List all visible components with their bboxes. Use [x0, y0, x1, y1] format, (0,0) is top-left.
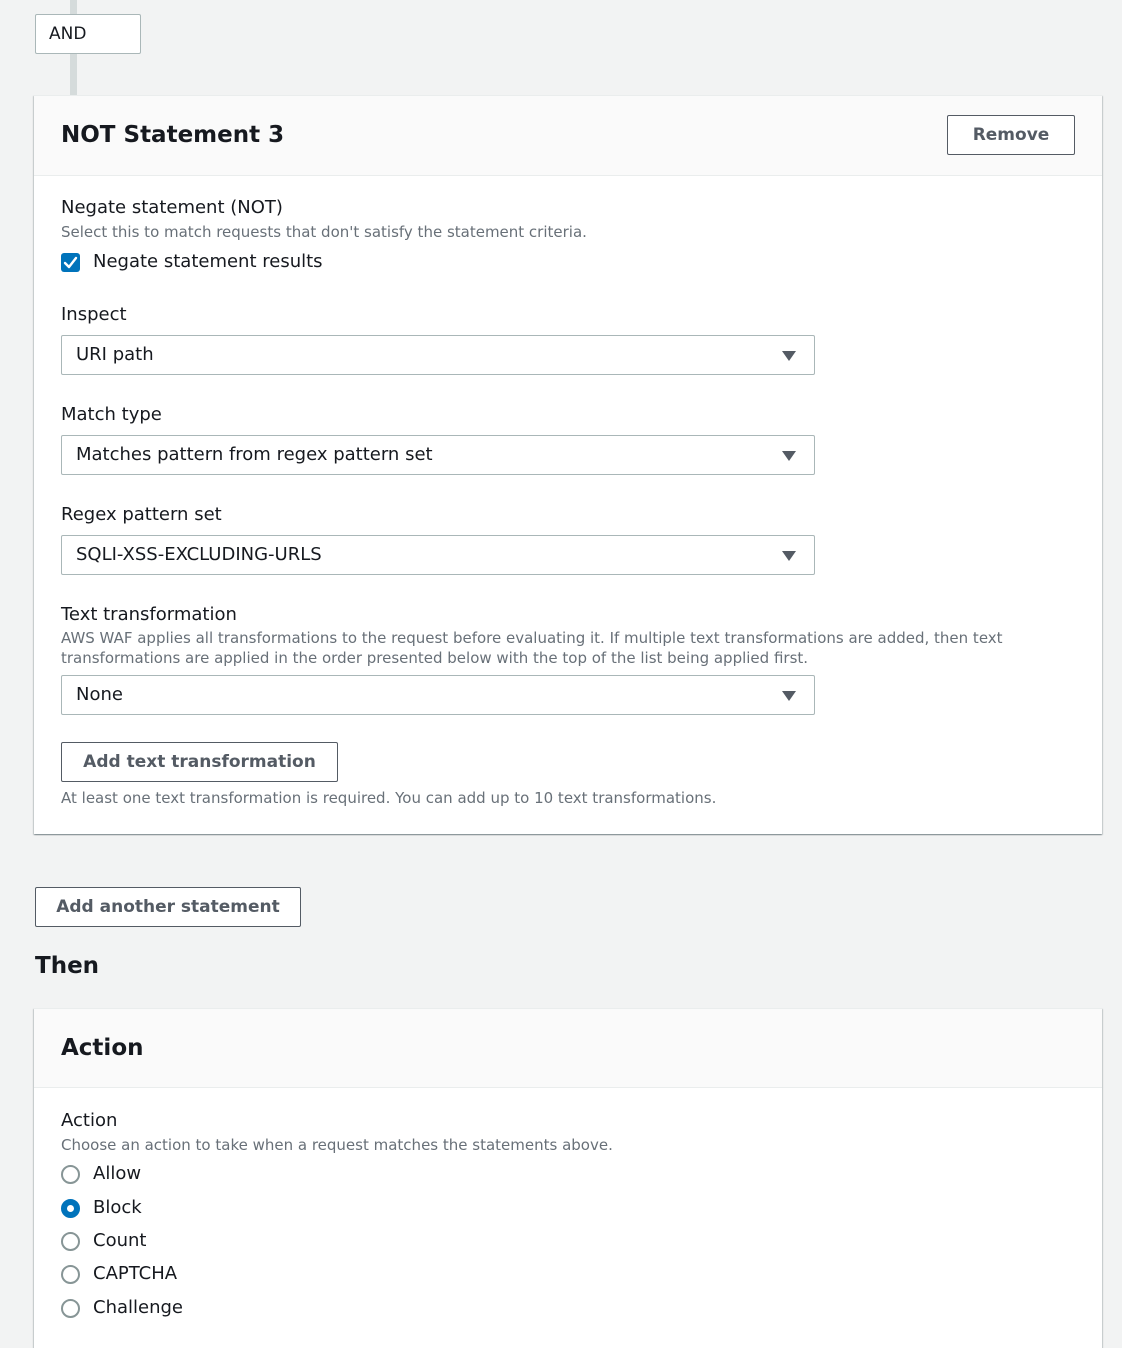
inspect-select-value: URI path: [76, 344, 154, 365]
text-transformation-select[interactable]: [61, 675, 815, 715]
then-heading: Then: [35, 953, 100, 979]
text-transformation-hint: At least one text transformation is required. You can add up to 10 text transformations.: [61, 789, 717, 807]
action-radio-block[interactable]: [61, 1199, 80, 1218]
action-radio-allow[interactable]: [61, 1165, 80, 1184]
remove-statement-button[interactable]: Remove: [947, 115, 1075, 155]
action-radio-captcha[interactable]: [61, 1265, 80, 1284]
text-transformation-description-line2: transformations are applied in the order presented below with the top of the list being applied first.: [61, 649, 809, 667]
match-type-select-value: Matches pattern from regex pattern set: [76, 444, 433, 465]
match-type-label: Match type: [61, 404, 162, 425]
not-statement-header: [34, 96, 1102, 176]
negate-statement-checkbox-label[interactable]: Negate statement results: [93, 251, 323, 272]
and-operator-label: AND: [35, 14, 141, 54]
inspect-label: Inspect: [61, 304, 127, 325]
action-radio-count[interactable]: [61, 1232, 80, 1251]
action-panel-title: Action: [61, 1035, 144, 1061]
inspect-select[interactable]: [61, 335, 815, 375]
regex-pattern-set-select[interactable]: [61, 535, 815, 575]
negate-statement-description: Select this to match requests that don't satisfy the statement criteria.: [61, 223, 587, 241]
caret-down-icon: [782, 451, 796, 461]
action-radio-captcha-label[interactable]: CAPTCHA: [93, 1263, 178, 1284]
add-another-statement-button[interactable]: Add another statement: [35, 887, 301, 927]
action-radio-block-label[interactable]: Block: [93, 1197, 142, 1218]
add-text-transformation-button[interactable]: Add text transformation: [61, 742, 338, 782]
caret-down-icon: [782, 551, 796, 561]
text-transformation-description-line1: AWS WAF applies all transformations to the request before evaluating it. If multiple text transformations are added, then text: [61, 629, 1003, 647]
regex-pattern-set-select-value: SQLI-XSS-EXCLUDING-URLS: [76, 544, 322, 565]
action-panel: [34, 1008, 1102, 1348]
action-panel-header: [34, 1009, 1102, 1088]
not-statement-panel: [34, 95, 1102, 834]
negate-statement-checkbox[interactable]: [61, 253, 80, 272]
action-radio-challenge[interactable]: [61, 1299, 80, 1318]
text-transformation-label: Text transformation: [61, 604, 237, 625]
not-statement-title: NOT Statement 3: [61, 122, 285, 148]
action-label: Action: [61, 1110, 118, 1131]
caret-down-icon: [782, 351, 796, 361]
action-radio-count-label[interactable]: Count: [93, 1230, 147, 1251]
regex-pattern-set-label: Regex pattern set: [61, 504, 222, 525]
action-radio-challenge-label[interactable]: Challenge: [93, 1297, 183, 1318]
checkmark-icon: [61, 253, 80, 272]
match-type-select[interactable]: [61, 435, 815, 475]
text-transformation-select-value: None: [76, 684, 123, 705]
action-radio-allow-label[interactable]: Allow: [93, 1163, 142, 1184]
caret-down-icon: [782, 691, 796, 701]
negate-statement-label: Negate statement (NOT): [61, 197, 283, 218]
action-description: Choose an action to take when a request matches the statements above.: [61, 1136, 613, 1154]
